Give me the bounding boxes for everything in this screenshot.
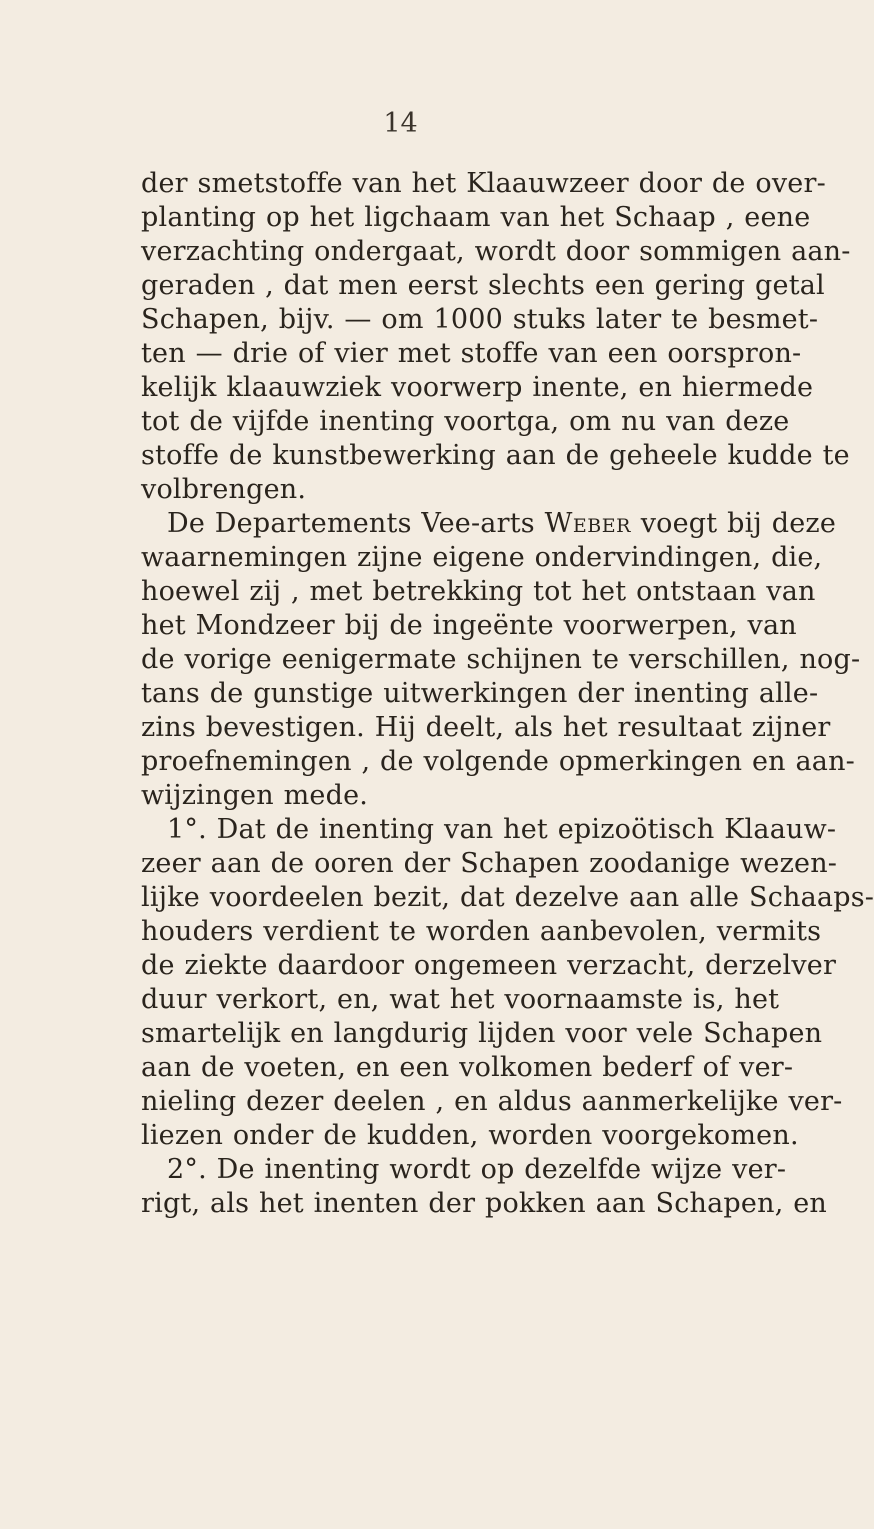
person-name: Weber <box>544 508 631 539</box>
text-line: aan de voeten, en een volkomen bederf of ver- <box>141 1052 794 1083</box>
text-line: planting op het ligchaam van het Schaap , eene <box>141 202 811 233</box>
text-segment: voegt bij deze <box>640 508 837 539</box>
text-line: proefnemingen , de volgende opmerkingen en aan- <box>141 746 855 777</box>
text-line: der smetstoffe van het Klaauwzeer door de over- <box>141 168 826 199</box>
text-line: 2°. De inenting wordt op dezelfde wijze ver- <box>167 1154 787 1185</box>
text-line: het Mondzeer bij de ingeënte voorwerpen, van <box>141 610 797 641</box>
text-line: tans de gunstige uitwerkingen der inenting alle- <box>141 678 819 709</box>
text-line: stoffe de kunstbewerking aan de geheele kudde te <box>141 440 850 471</box>
text-line: smartelijk en langdurig lijden voor vele Schapen <box>141 1018 823 1049</box>
text-line: kelijk klaauwziek voorwerp inente, en hiermede <box>141 372 814 403</box>
text-line: Schapen, bijv. — om 1000 stuks later te besmet- <box>141 304 819 335</box>
text-line: de ziekte daardoor ongemeen verzacht, derzelver <box>141 950 837 981</box>
text-line: liezen onder de kudden, worden voorgekomen. <box>141 1120 799 1151</box>
text-line: zeer aan de ooren der Schapen zoodanige wezen- <box>141 848 838 879</box>
page-number: 14 <box>383 108 418 139</box>
text-line: de vorige eenigermate schijnen te verschillen, nog- <box>141 644 861 675</box>
text-line: hoewel zij , met betrekking tot het ontstaan van <box>141 576 816 607</box>
text-line: wijzingen mede. <box>141 780 369 811</box>
text-line: lijke voordeelen bezit, dat dezelve aan alle Schaaps- <box>141 882 874 913</box>
text-line: nieling dezer deelen , en aldus aanmerkelijke ver- <box>141 1086 843 1117</box>
text-line: volbrengen. <box>141 474 307 505</box>
text-segment: De Departements Vee-arts <box>167 508 535 539</box>
text-line: tot de vijfde inenting voortga, om nu van deze <box>141 406 790 437</box>
text-line: verzachting ondergaat, wordt door sommigen aan- <box>141 236 851 267</box>
text-line: houders verdient te worden aanbevolen, vermits <box>141 916 822 947</box>
text-line: rigt, als het inenten der pokken aan Schapen, en <box>141 1188 828 1219</box>
text-line: 1°. Dat de inenting van het epizoötisch Klaauw- <box>167 814 837 845</box>
text-line: waarnemingen zijne eigene ondervindingen, die, <box>141 542 823 573</box>
text-line: ten — drie of vier met stoffe van een oorspron- <box>141 338 802 369</box>
text-line: duur verkort, en, wat het voornaamste is, het <box>141 984 780 1015</box>
text-line <box>167 508 836 540</box>
text-line: zins bevestigen. Hij deelt, als het resultaat zijner <box>141 712 831 743</box>
text-line: geraden , dat men eerst slechts een gering getal <box>141 270 825 301</box>
